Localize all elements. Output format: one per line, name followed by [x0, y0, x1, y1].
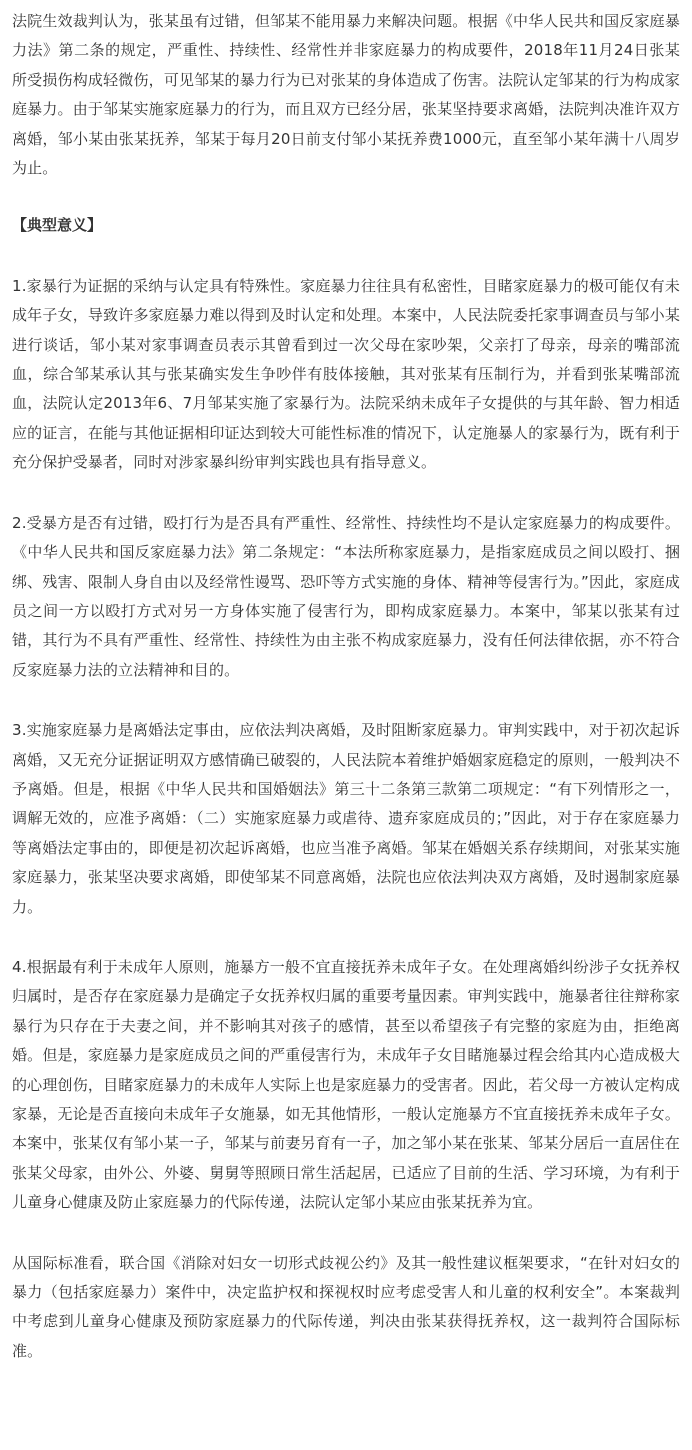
spacer	[12, 241, 680, 272]
spacer	[12, 685, 680, 716]
closing-paragraph: 从国际标准看，联合国《消除对妇女一切形式歧视公约》及其一般性建议框架要求，“在针对妇女的暴力（包括家庭暴力）案件中，决定监护权和探视权时应考虑受害人和儿童的权利安全”。本案裁判中考虑到儿童身心健康及预防家庭暴力的代际传递，判决由张某获得抚养权，这一裁判符合国际标准。	[12, 1253, 680, 1360]
intro-paragraph: 法院生效裁判认为，张某虽有过错，但邹某不能用暴力来解决问题。根据《中华人民共和国反家庭暴力法》第二条的规定，严重性、持续性、经常性并非家庭暴力的构成要件，2018年11月24日张某所受损伤构成轻微伤，可见邹某的暴力行为已对张某的身体造成了伤害。法院认定邹某的行为构成家庭暴力。由于邹某实施家庭暴力的行为，而且双方已经分居，张某坚持要求离婚，法院判决准许双方离婚，邹小某由张某抚养，邹某于每月20日前支付邹小某抚养费1000元，直至邹小某年满十八周岁为止。	[12, 12, 680, 178]
significance-point-2: 2.受暴方是否有过错，殴打行为是否具有严重性、经常性、持续性均不是认定家庭暴力的构成要件。《中华人民共和国反家庭暴力法》第二条规定：“本法所称家庭暴力，是指家庭成员之间以殴打、捆绑、残害、限制人身自由以及经常性谩骂、恐吓等方式实施的身体、精神等侵害行为。”因此，家庭成员之间一方以殴打方式对另一方身体实施了侵害行为，即构成家庭暴力。本案中，邹某以张某有过错，其行为不具有严重性、经常性、持续性为由主张不构成家庭暴力，没有任何法律依据，亦不符合反家庭暴力法的立法精神和目的。	[12, 513, 680, 679]
spacer	[12, 183, 680, 211]
significance-point-4: 4.根据最有利于未成年人原则，施暴方一般不宜直接抚养未成年子女。在处理离婚纠纷涉子女抚养权归属时，是否存在家庭暴力是确定子女抚养权归属的重要考量因素。审判实践中，施暴者往往辩称家暴行为只存在于夫妻之间，并不影响其对孩子的感情，甚至以希望孩子有完整的家庭为由，拒绝离婚。但是，家庭暴力是家庭成员之间的严重侵害行为，未成年子女目睹施暴过程会给其内心造成极大的心理创伤，目睹家庭暴力的未成年人实际上也是家庭暴力的受害者。因此，若父母一方被认定构成家暴，无论是否直接向未成年子女施暴，如无其他情形，一般认定施暴方不宜直接抚养未成年子女。本案中，张某仅有邹小某一子，邹某与前妻另育有一子，加之邹小某在张某、邹某分居后一直居住在张某父母家，由外公、外婆、舅舅等照顾日常生活起居，已适应了目前的生活、学习环境，为有利于儿童身心健康及防止家庭暴力的代际传递，法院认定邹小某应由张某抚养为宜。	[12, 957, 680, 1212]
significance-point-3: 3.实施家庭暴力是离婚法定事由，应依法判决离婚，及时阻断家庭暴力。审判实践中，对于初次起诉离婚，又无充分证据证明双方感情确已破裂的，人民法院本着维护婚姻家庭稳定的原则，一般判决不予离婚。但是，根据《中华人民共和国婚姻法》第三十二条第三款第二项规定：“有下列情形之一，调解无效的，应准予离婚：（二）实施家庭暴力或虐待、遗弃家庭成员的；”因此，对于存在家庭暴力等离婚法定事由的，即便是初次起诉离婚，也应当准予离婚。邹某在婚姻关系存续期间，对张某实施家庭暴力，张某坚决要求离婚，即使邹某不同意离婚，法院也应依法判决双方离婚，及时遏制家庭暴力。	[12, 721, 680, 916]
section-heading: 【典型意义】	[12, 216, 103, 235]
spacer	[12, 478, 680, 509]
spacer	[12, 922, 680, 953]
significance-point-1: 1.家暴行为证据的采纳与认定具有特殊性。家庭暴力往往具有私密性，目睹家庭暴力的极可能仅有未成年子女，导致许多家庭暴力难以得到及时认定和处理。本案中，人民法院委托家事调查员与邹小某进行谈话，邹小某对家事调查员表示其曾看到过一次父母在家吵架，父亲打了母亲，母亲的嘴部流血，综合邹某承认其与张某确实发生争吵伴有肢体接触，其对张某有压制行为，并看到张某嘴部流血，法院认定2013年6、7月邹某实施了家暴行为。法院采纳未成年子女提供的与其年龄、智力相适应的证言，在能与其他证据相印证达到较大可能性标准的情况下，认定施暴人的家暴行为，既有利于充分保护受暴者，同时对涉家暴纠纷审判实践也具有指导意义。	[12, 276, 680, 472]
spacer	[12, 1218, 680, 1249]
